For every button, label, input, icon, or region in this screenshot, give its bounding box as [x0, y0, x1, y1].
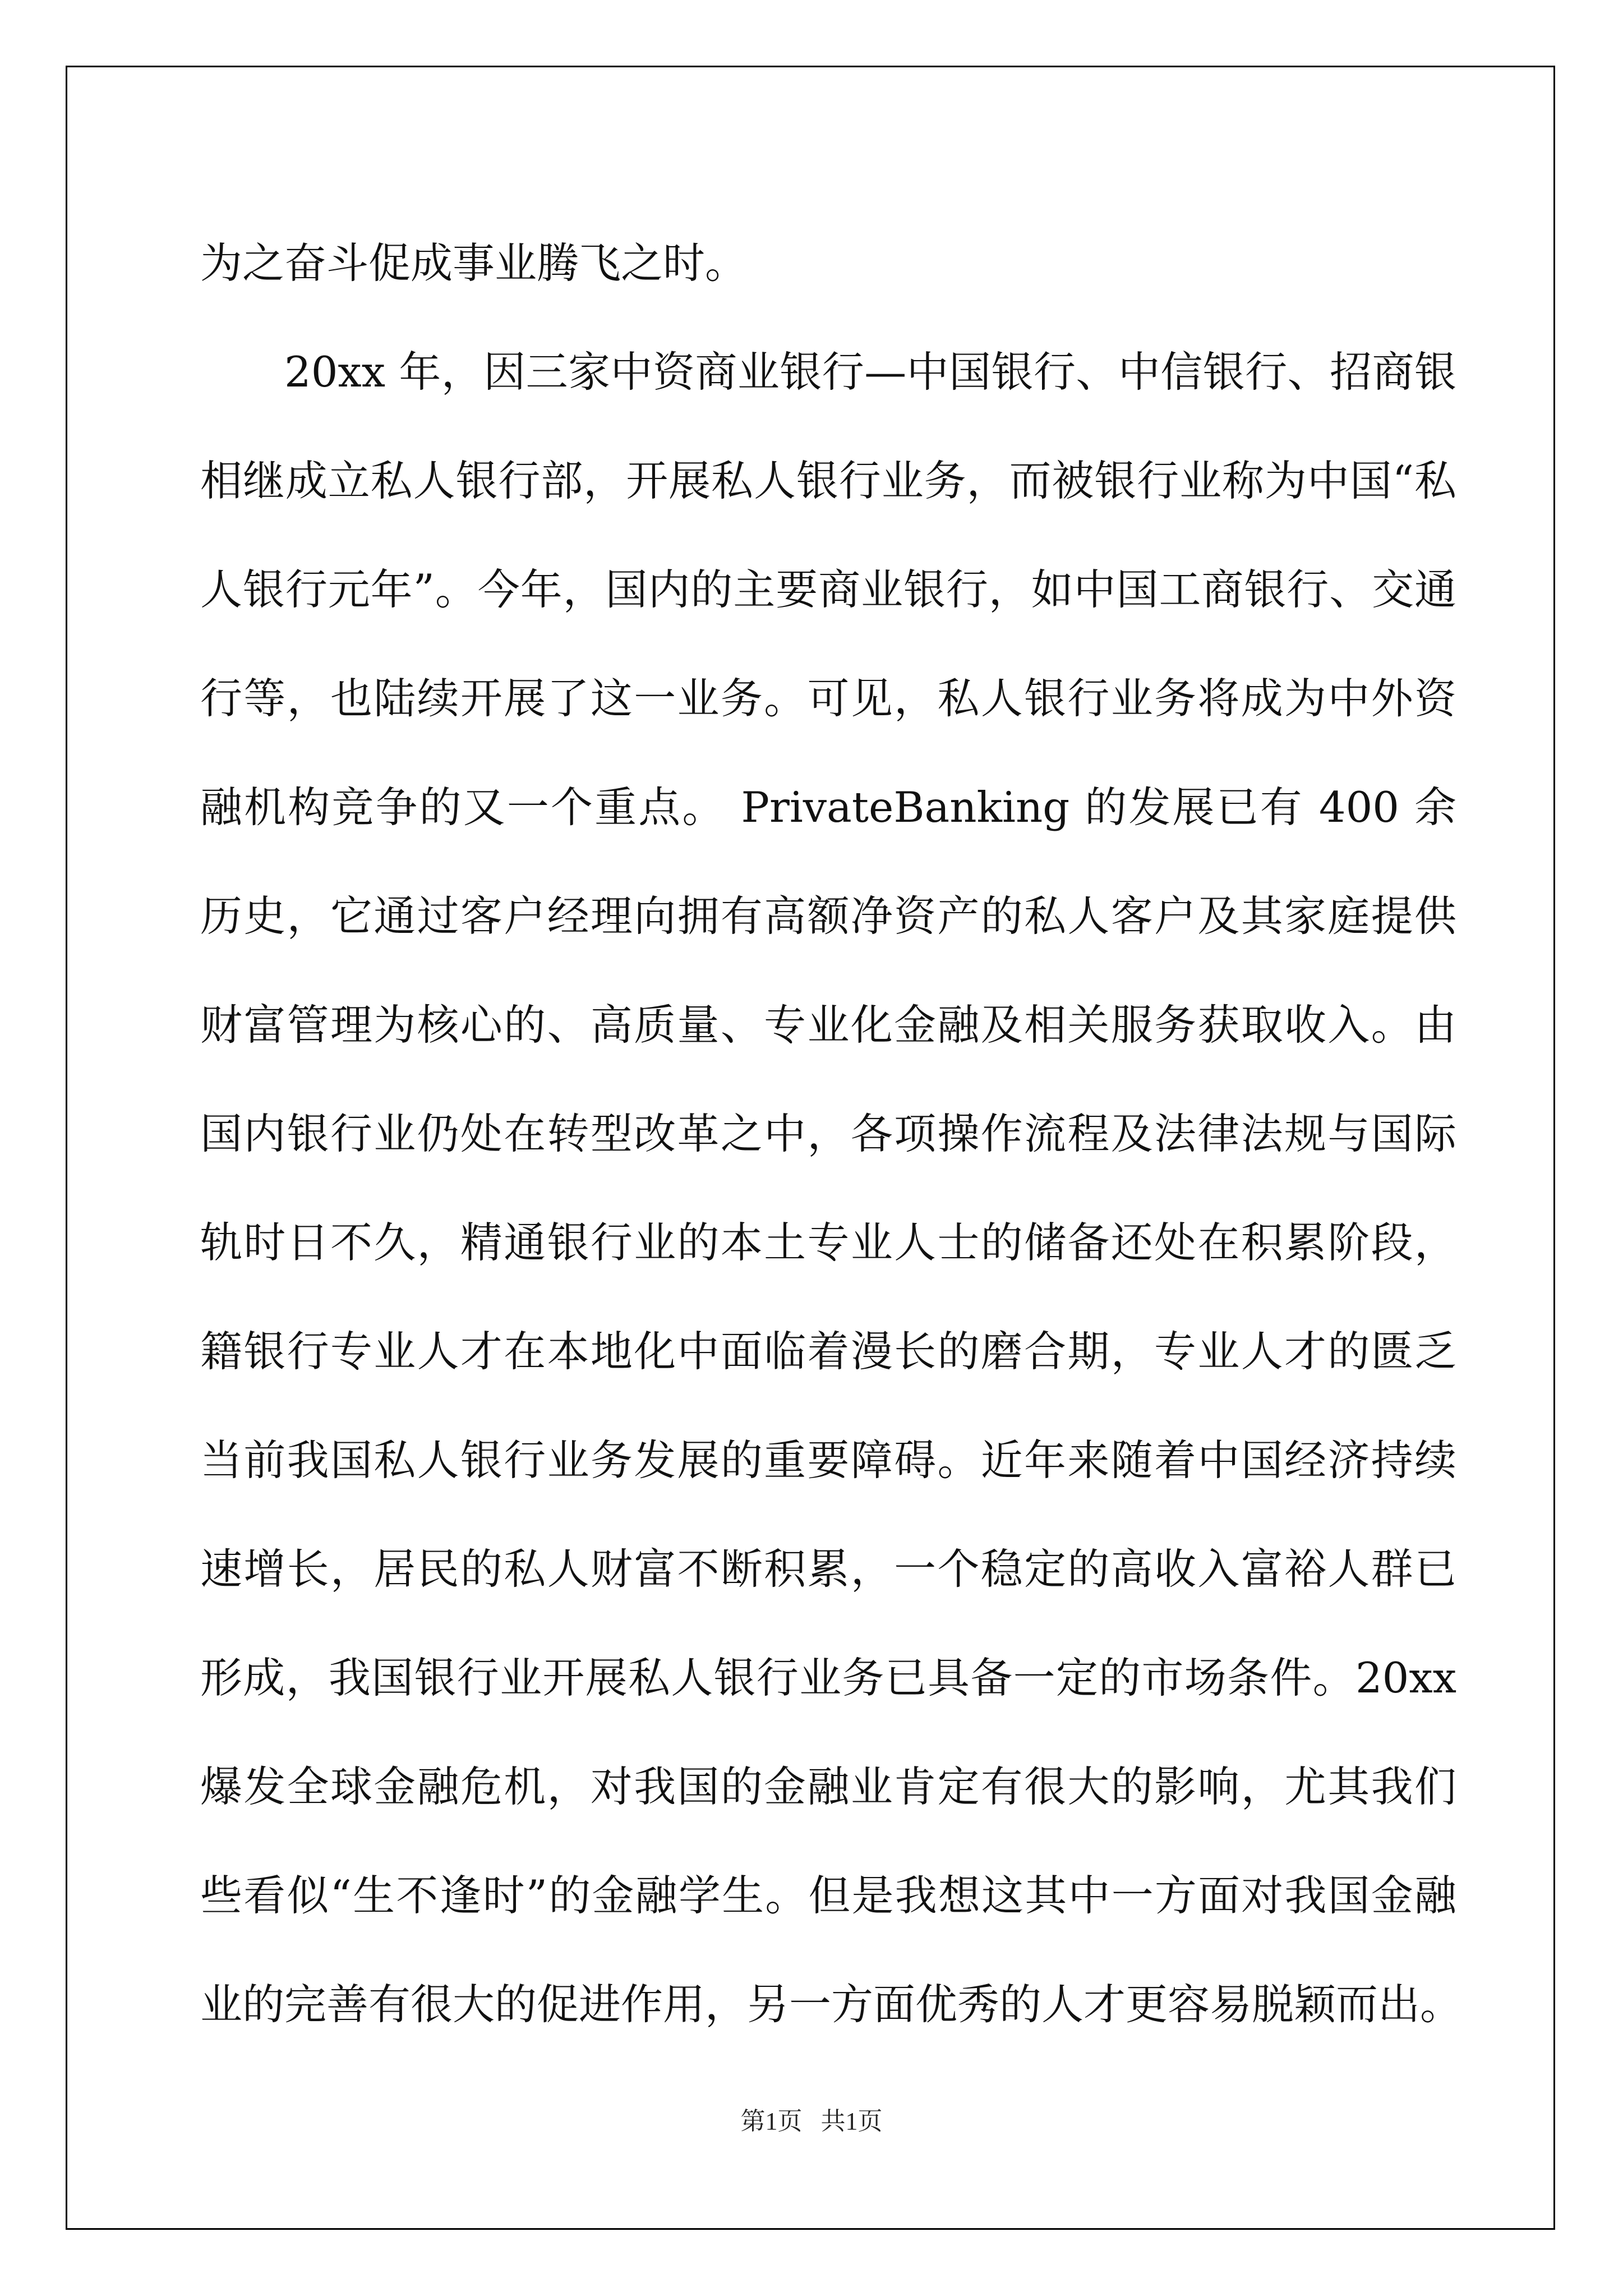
- text-line-3: 相继成立私人银行部，开展私人银行业务，而被银行业称为中国“私: [200, 456, 1456, 505]
- text-line-2: 20xx 年，因三家中资商业银行—中国银行、中信银行、招商银: [284, 347, 1456, 397]
- text-line-11: 籍银行专业人才在本地化中面临着漫长的磨合期，专业人才的匮乏: [200, 1327, 1456, 1376]
- text-line-7: 历史，它通过客户经理向拥有高额净资产的私人客户及其家庭提供: [200, 891, 1456, 941]
- text-line-5: 行等，也陆续开展了这一业务。可见，私人银行业务将成为中外资: [200, 674, 1456, 723]
- text-line-1: 为之奋斗促成事业腾飞之时。: [200, 238, 748, 288]
- text-line-8: 财富管理为核心的、高质量、专业化金融及相关服务获取收入。由: [200, 1000, 1456, 1050]
- text-line-4: 人银行元年”。今年，国内的主要商业银行，如中国工商银行、交通: [200, 565, 1456, 614]
- text-line-16: 些看似“生不逢时”的金融学生。但是我想这其中一方面对我国金融: [200, 1871, 1456, 1920]
- text-line-13: 速增长，居民的私人财富不断积累，一个稳定的高收入富裕人群已: [200, 1544, 1456, 1594]
- document-body: [200, 209, 1463, 2059]
- text-line-14: 形成，我国银行业开展私人银行业务已具备一定的市场条件。20xx: [200, 1653, 1456, 1703]
- text-line-10: 轨时日不久，精通银行业的本土专业人士的储备还处在积累阶段，: [200, 1218, 1456, 1267]
- page-footer: 第1页 共1页: [740, 2108, 883, 2135]
- text-line-17: 业的完善有很大的促进作用，另一方面优秀的人才更容易脱颖而出。: [200, 1980, 1463, 2029]
- text-line-9: 国内银行业仍处在转型改革之中，各项操作流程及法律法规与国际: [200, 1109, 1456, 1158]
- text-line-6: 融机构竞争的又一个重点。 PrivateBanking 的发展已有 400 余: [200, 783, 1456, 832]
- text-line-12: 当前我国私人银行业务发展的重要障碍。近年来随着中国经济持续: [200, 1435, 1456, 1485]
- text-line-15: 爆发全球金融危机，对我国的金融业肯定有很大的影响，尤其我们: [200, 1762, 1456, 1811]
